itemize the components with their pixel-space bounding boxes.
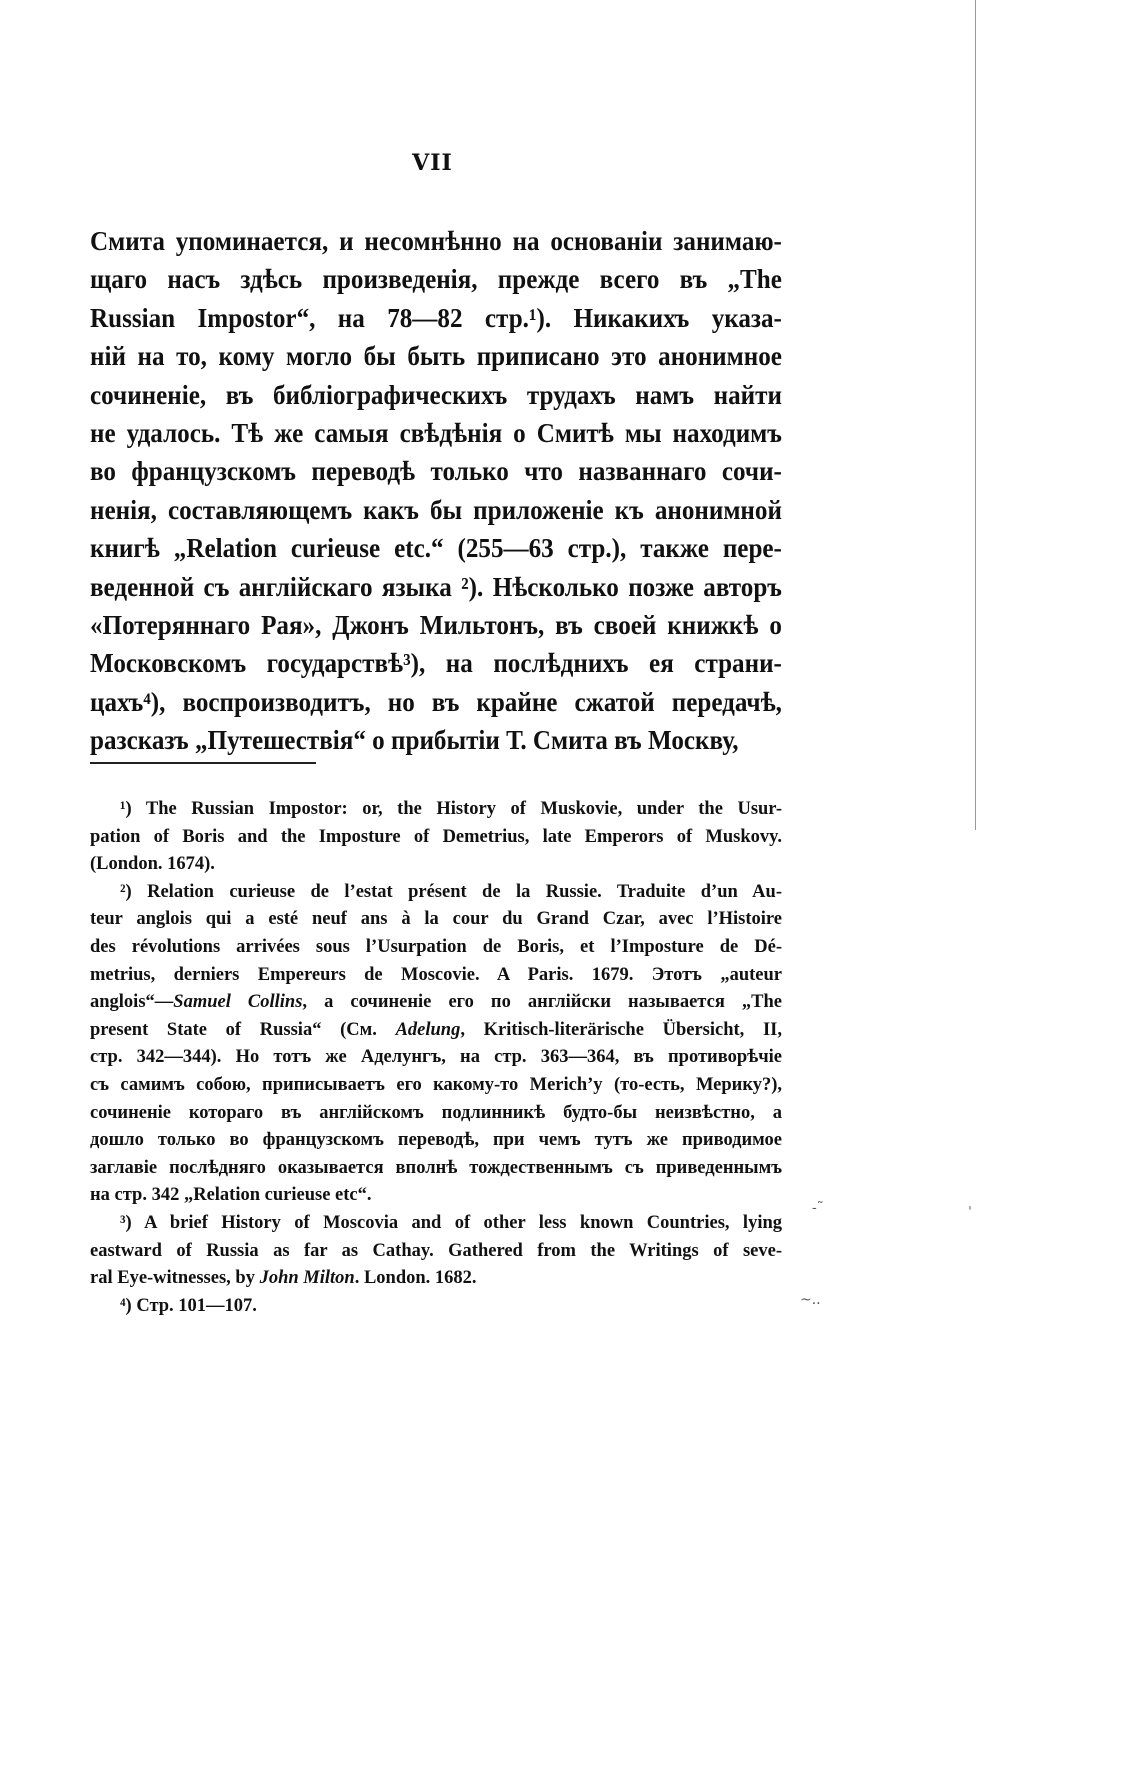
footnote-2-line [90,962,782,990]
footnote-2-line [90,879,782,907]
footnote-text: дошло только во французскомъ переводѣ, при чемъ тутъ же приводимое [90,1130,782,1151]
footnote-2-line [90,1017,782,1045]
footnotes [90,796,782,1320]
text-line: ній на то, кому могло бы быть приписано это анонимное [90,341,782,372]
footnote-2-line [90,1100,782,1128]
footnote-text: metrius, derniers Empereurs de Moscovie. A Paris. 1679. Этотъ „auteur [90,964,782,985]
footnote-2-line [90,906,782,934]
footnote-1-line [90,796,782,824]
footnote-text: , а сочиненіе его по англійски называется „The [302,992,782,1013]
footnote-1-line [90,824,782,852]
footnote-text: . London. 1682. [354,1268,477,1289]
text-line: щаго насъ здѣсь произведенія, прежде всего въ „The [90,264,782,295]
footnote-text: des révolutions arrivées sous l’Usurpation de Boris, et l’Imposture de Dé- [90,936,782,957]
footnote-3-line [90,1210,782,1238]
footnote-text: съ самимъ собою, приписываетъ его какому-то Merich’у (то-есть, Мерику?), [90,1074,782,1095]
italic-name: John Milton [259,1268,355,1289]
footnote-text: ¹) The Russian Impostor: or, the History of Muskovie, under the Usur- [120,799,782,819]
footnote-rule [90,762,316,764]
footnote-text: , Kritisch-literärische Übersicht, II, [460,1019,783,1040]
footnote-text: стр. 342—344). Но тотъ же Аделунгъ, на стр. 363—364, въ противорѣчіе [90,1047,782,1068]
footnote-text: на стр. 342 „Relation curieuse etc“. [90,1185,372,1206]
footnote-2-line [90,1044,782,1072]
footnote-2-line [90,1127,782,1155]
margin-mark: ˈ [968,1205,972,1221]
text-line: во французскомъ переводѣ только что названнаго сочи- [90,456,782,487]
text-line: Russian Impostor“, на 78—82 стр.¹). Никакихъ указа- [90,302,782,333]
footnote-text: ³) A brief History of Moscovia and of other less known Countries, lying [120,1212,782,1233]
footnote-text: pation of Boris and the Imposture of Demetrius, late Emperors of Muskovy. [90,826,782,847]
footnote-text: eastward of Russia as far as Cathay. Gathered from the Writings of seve- [90,1240,782,1261]
footnote-2-line [90,1072,782,1100]
footnote-text: present State of Russia“ (См. [90,1019,396,1040]
text-line: Смита упоминается, и несомнѣнно на основаніи занимаю- [90,226,782,256]
text-line: ненія, составляющемъ какъ бы приложеніе къ анонимной [90,494,782,525]
text-line: «Потеряннаго Рая», Джонъ Мильтонъ, въ своей книжкѣ о [90,609,782,640]
text-line: не удалось. Тѣ же самыя свѣдѣнія о Смитѣ мы находимъ [90,417,782,448]
italic-name: Adelung [395,1019,461,1040]
footnote-text: ral Eye-witnesses, by [90,1268,260,1289]
footnote-3-line [90,1238,782,1266]
footnote-1-line [90,851,782,879]
text-line: книгѣ „Relation curieuse etc.“ (255—63 стр.), также пере- [90,533,782,564]
text-line: цахъ⁴), воспроизводитъ, но въ крайне сжатой передачѣ, [90,686,782,717]
footnote-2-line [90,1182,782,1210]
margin-mark: ~.. [800,1292,821,1308]
text-line: Московскомъ государствѣ³), на послѣднихъ ея страни- [90,648,782,679]
text-line: веденной съ англійскаго языка ²). Нѣсколько позже авторъ [90,571,782,602]
footnote-text: ²) Relation curieuse de l’estat présent de la Russie. Traduite d’un Au- [120,881,782,902]
footnote-4-line [90,1293,782,1321]
footnote-text: ⁴) Стр. 101—107. [120,1295,257,1316]
text-line: сочиненіе, въ библіографическихъ трудахъ намъ найти [90,379,782,410]
italic-name: Samuel Collins [173,992,303,1013]
footnote-2-line [90,989,782,1017]
margin-mark: -˜ [812,1200,824,1216]
footnote-text: anglois“— [90,992,174,1013]
scan-edge-line [975,0,976,830]
text-line: разсказъ „Путешествія“ о прибытіи Т. Смита въ Москву, [90,725,739,756]
footnote-text: (London. 1674). [90,854,215,875]
page-number: VII [412,150,453,176]
footnote-text: сочиненіе котораго въ англійскомъ подлинникѣ будто-бы неизвѣстно, а [90,1102,782,1123]
main-text [90,222,782,759]
footnote-2-line [90,1155,782,1183]
footnote-text: teur anglois qui a esté neuf ans à la cour du Grand Czar, avec l’Histoire [90,909,782,930]
footnote-3-line [90,1265,782,1293]
footnote-2-line [90,934,782,962]
footnote-text: заглавіе послѣдняго оказывается вполнѣ тождественнымъ съ приведеннымъ [90,1157,782,1178]
